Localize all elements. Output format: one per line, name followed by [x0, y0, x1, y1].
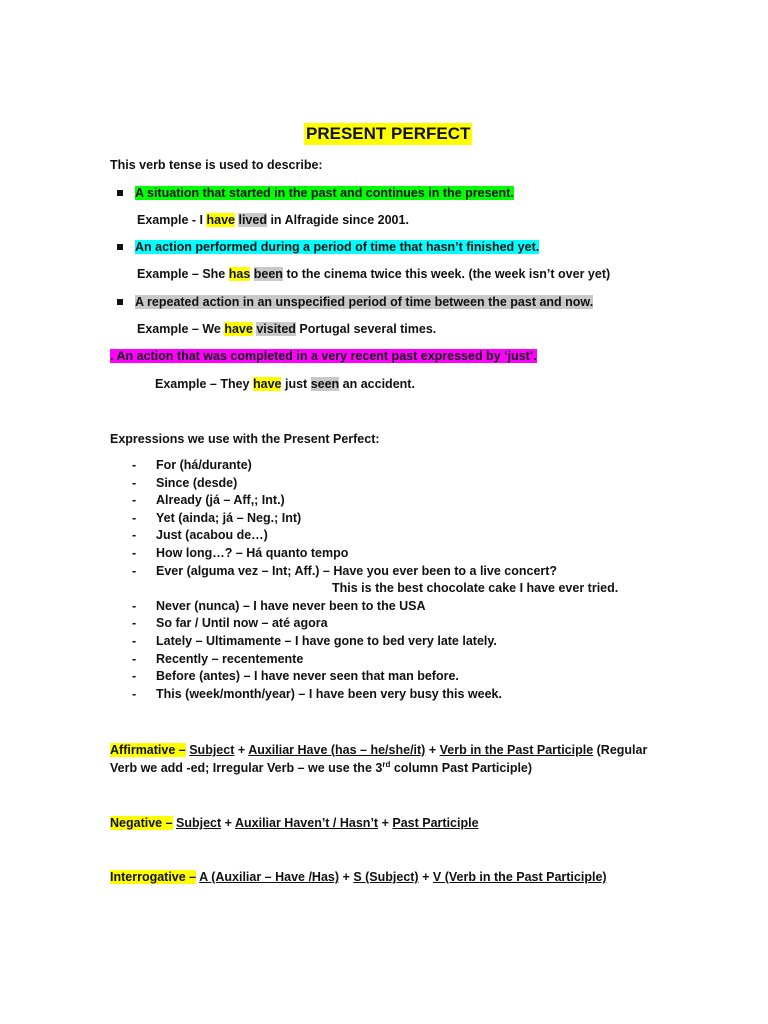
auxiliary-word: have — [224, 322, 253, 336]
use-text: An action performed during a period of time that hasn’t finished yet. — [135, 240, 540, 254]
use-text: A repeated action in an unspecified period of time between the past and now. — [135, 295, 594, 309]
list-item: - Before (antes) – I have never seen that man before. — [132, 669, 459, 684]
list-item: - This (week/month/year) – I have been very busy this week. — [132, 686, 502, 701]
use-text: . An action that was completed in a very recent past expressed by ‘just’. — [110, 349, 537, 363]
use-text: A situation that started in the past and continues in the present. — [135, 186, 514, 200]
list-item-continuation: This is the best chocolate cake I have ever tried. — [332, 581, 619, 596]
form-label: Negative – — [110, 816, 173, 830]
interrogative-form: Interrogative – A (Auxiliar – Have /Has) + S (Subject) + V (Verb in the Past Participle) — [110, 870, 607, 884]
participle-word: seen — [310, 377, 340, 391]
list-item: - Yet (ainda; já – Neg.; Int) — [132, 510, 302, 525]
list-item: - For (há/durante) — [132, 458, 252, 472]
example-3: Example – We have visited Portugal several times. — [137, 322, 437, 336]
list-item: - How long…? – Há quanto tempo — [132, 545, 349, 560]
list-item: - Recently – recentemente — [132, 651, 304, 666]
list-item: - Since (desde) — [132, 475, 238, 490]
auxiliary-word: has — [228, 267, 251, 281]
list-item: - So far / Until now – até agora — [132, 616, 328, 631]
form-label: Interrogative – — [110, 870, 197, 884]
auxiliary-word: have — [252, 377, 282, 391]
use-item-4 — [110, 348, 537, 364]
affirmative-form: Affirmative – Subject + Auxiliar Have (has – he/she/it) + Verb in the Past Participle (Regular — [110, 743, 648, 757]
example-1: Example - I have lived in Alfragide since 2001. — [137, 213, 409, 227]
use-item-2 — [117, 239, 539, 255]
use-item-1 — [117, 185, 514, 201]
list-item: - Just (acabou de…) — [132, 528, 268, 543]
participle-word: visited — [256, 322, 296, 336]
expressions-heading: Expressions we use with the Present Perfect: — [110, 432, 380, 446]
form-label: Affirmative – — [110, 743, 186, 757]
list-item: - Ever (alguma vez – Int; Aff.) – Have you ever been to a live concert? — [132, 563, 558, 578]
intro-text: This verb tense is used to describe: — [110, 158, 323, 172]
participle-word: lived — [238, 213, 267, 227]
page-title: PRESENT PERFECT — [306, 124, 471, 143]
example-2: Example – She has been to the cinema twice this week. (the week isn’t over yet) — [137, 267, 611, 281]
bullet-icon — [117, 190, 123, 196]
expressions-list — [132, 457, 618, 703]
bullet-icon — [117, 244, 123, 250]
affirmative-note: Verb we add -ed; Irregular Verb – we use the 3rd column Past Participle) — [110, 759, 533, 775]
example-4: Example – They have just seen an accident. — [155, 377, 415, 391]
use-item-3 — [117, 294, 593, 310]
auxiliary-word: have — [206, 213, 235, 227]
list-item: - Never (nunca) – I have never been to the USA — [132, 598, 426, 613]
list-item: - Already (já – Aff,; Int.) — [132, 493, 285, 508]
bullet-icon — [117, 299, 123, 305]
participle-word: been — [253, 267, 283, 281]
list-item: - Lately – Ultimamente – I have gone to bed very late lately. — [132, 633, 497, 648]
negative-form: Negative – Subject + Auxiliar Haven’t / Hasn’t + Past Participle — [110, 816, 479, 830]
